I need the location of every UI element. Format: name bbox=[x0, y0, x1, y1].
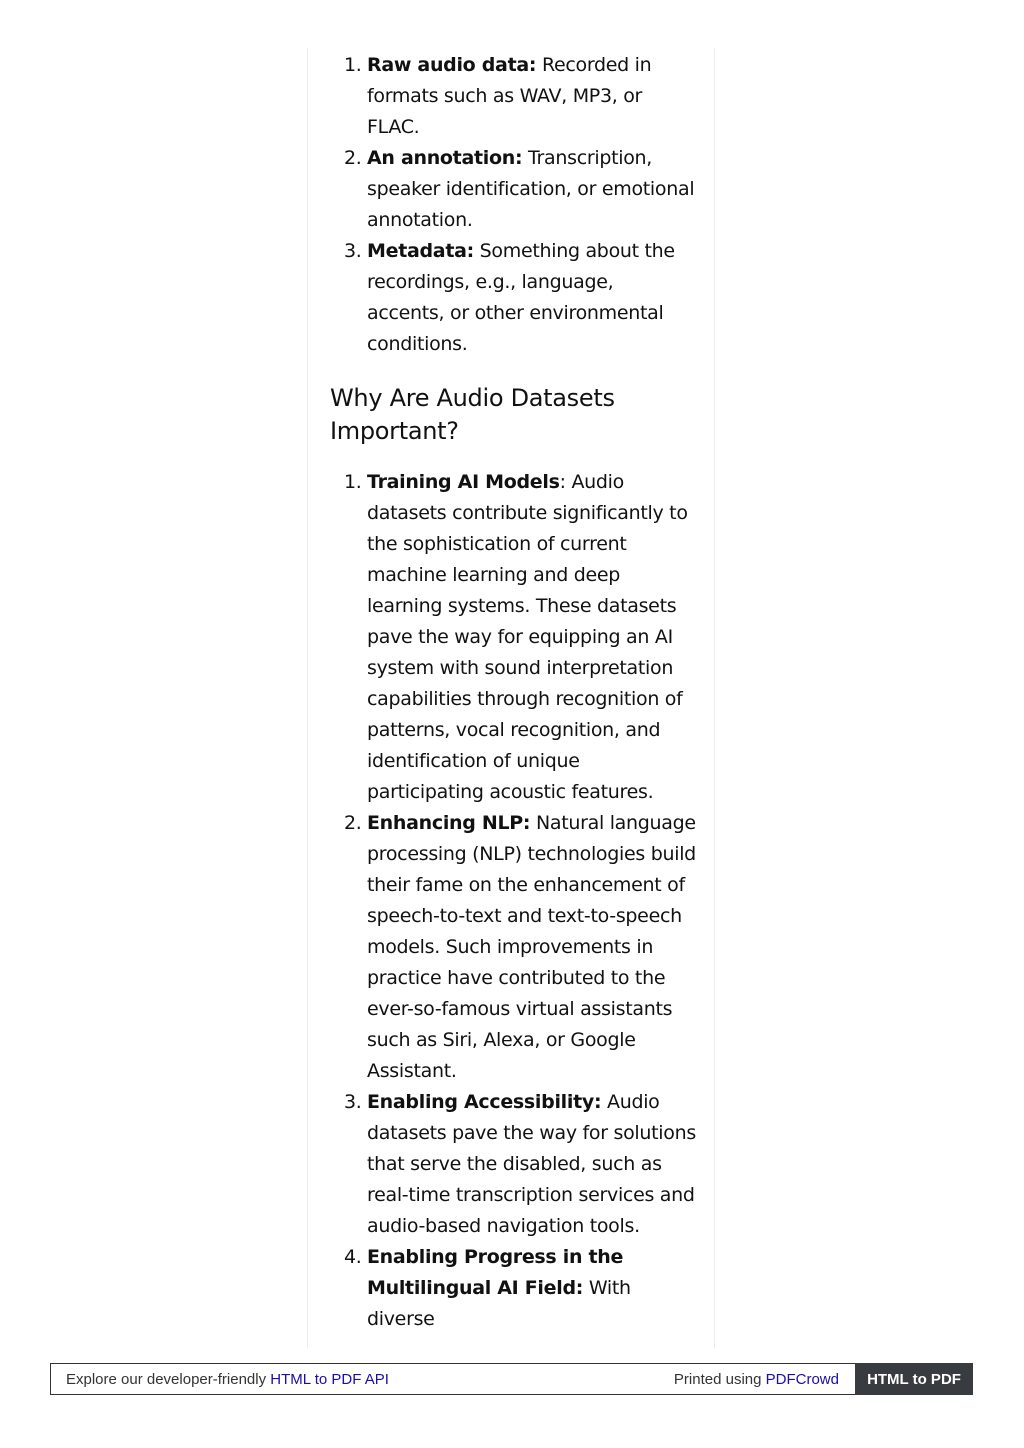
explore-text: Explore our developer-friendly bbox=[66, 1371, 267, 1388]
list-item bbox=[330, 143, 696, 236]
list-term: Enabling Accessibility: bbox=[367, 1091, 602, 1113]
section-heading: Why Are Audio Datasets Important? bbox=[330, 384, 615, 445]
list-term: An annotation: bbox=[367, 147, 523, 169]
list-item bbox=[330, 1242, 696, 1335]
footer-explore bbox=[66, 1371, 389, 1388]
list-number: 2. bbox=[344, 812, 362, 834]
list-number: 2. bbox=[344, 147, 362, 169]
list-item bbox=[330, 467, 696, 808]
page-column bbox=[307, 48, 715, 1348]
list-item bbox=[330, 236, 696, 360]
list-term: Enabling Progress in the Multilingual AI Field: bbox=[367, 1246, 624, 1299]
footer-printed bbox=[674, 1371, 839, 1388]
list-number: 3. bbox=[344, 240, 362, 262]
list-text: Audio datasets pave the way for solutions that serve the disabled, such as real-time transcription services and audio-based navigation tools. bbox=[367, 1091, 696, 1237]
audio-dataset-components-list bbox=[330, 50, 696, 360]
list-item bbox=[330, 808, 696, 1087]
pdfcrowd-footer bbox=[50, 1363, 973, 1395]
list-text: Something about the recordings, e.g., language, accents, or other environmental conditions. bbox=[367, 240, 675, 355]
list-text: Recorded in formats such as WAV, MP3, or FLAC. bbox=[367, 54, 652, 138]
list-term: Training AI Models bbox=[367, 471, 560, 493]
list-term: Metadata: bbox=[367, 240, 474, 262]
list-text: : Audio datasets contribute significantly to the sophistication of current machine learning and deep learning systems. These datasets pave the way for equipping an AI system with sound interpretation capabilities through recognition of patterns, vocal recognition, and identification of unique participating acoustic features. bbox=[367, 471, 688, 803]
list-text: Transcription, speaker identification, or emotional annotation. bbox=[367, 147, 695, 231]
importance-list bbox=[330, 467, 696, 1335]
list-text: Natural language processing (NLP) technologies build their fame on the enhancement of speech-to-text and text-to-speech models. Such improvements in practice have contributed to the ever-so-famous virtual assistants such as Siri, Alexa, or Google Assistant. bbox=[367, 812, 696, 1082]
list-number: 4. bbox=[344, 1246, 362, 1268]
list-text: With diverse bbox=[367, 1277, 631, 1330]
printed-text: Printed using bbox=[673, 1371, 762, 1388]
pdfcrowd-link[interactable]: PDFCrowd bbox=[765, 1371, 839, 1388]
html-to-pdf-api-link[interactable]: HTML to PDF API bbox=[270, 1371, 389, 1388]
html-to-pdf-button[interactable]: HTML to PDF bbox=[855, 1363, 973, 1395]
list-term: Raw audio data: bbox=[367, 54, 537, 76]
list-item bbox=[330, 50, 696, 143]
article-content bbox=[330, 48, 696, 1335]
list-number: 1. bbox=[344, 471, 362, 493]
list-number: 1. bbox=[344, 54, 362, 76]
list-item bbox=[330, 1087, 696, 1242]
list-number: 3. bbox=[344, 1091, 362, 1113]
list-term: Enhancing NLP: bbox=[367, 812, 531, 834]
